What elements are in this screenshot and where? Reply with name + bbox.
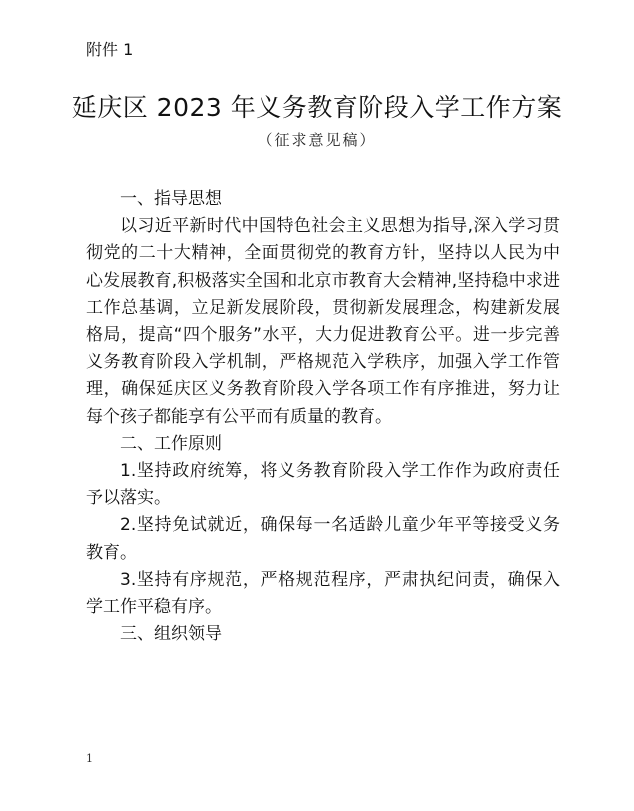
principle-item: 1.坚持政府统筹，将义务教育阶段入学工作作为政府责任予以落实。 [86, 461, 560, 509]
principle-item: 3.坚持有序规范，严格规范程序，严肃执纪问责，确保入学工作平稳有序。 [86, 569, 560, 618]
document-subtitle: （征求意见稿） [257, 131, 377, 149]
section-heading-organization: 三、组织领导 [120, 624, 222, 645]
principle-item: 2.坚持免试就近，确保每一名适龄儿童少年平等接受义务教育。 [86, 515, 560, 563]
document-body [86, 186, 560, 648]
section-heading-work-principles: 二、工作原则 [120, 433, 222, 454]
section-heading-guiding-ideology: 一、指导思想 [120, 189, 222, 209]
body-paragraph: 以习近平新时代中国特色社会主义思想为指导,深入学习贯彻党的二十大精神，全面贯彻党的教育方针，坚持以人民为中心发展教育,积极落实全国和北京市教育大会精神,坚持稳中求进工作总基调，立足新发展阶段，贯彻新发展理念，构建新发展格局，提高“四个服务”水平，大力促进教育公平。进一步完善义务教育阶段入学机制，严格规范入学秩序，加强入学工作管理，确保延庆区义务教育阶段入学各项工作有序推进，努力让每个孩子都能享有公平而有质量的教育。 [86, 216, 560, 427]
document-title: 延庆区 2023 年义务教育阶段入学工作方案 [71, 93, 563, 122]
page-number: 1 [86, 752, 93, 765]
attachment-label: 附件 1 [86, 40, 134, 59]
